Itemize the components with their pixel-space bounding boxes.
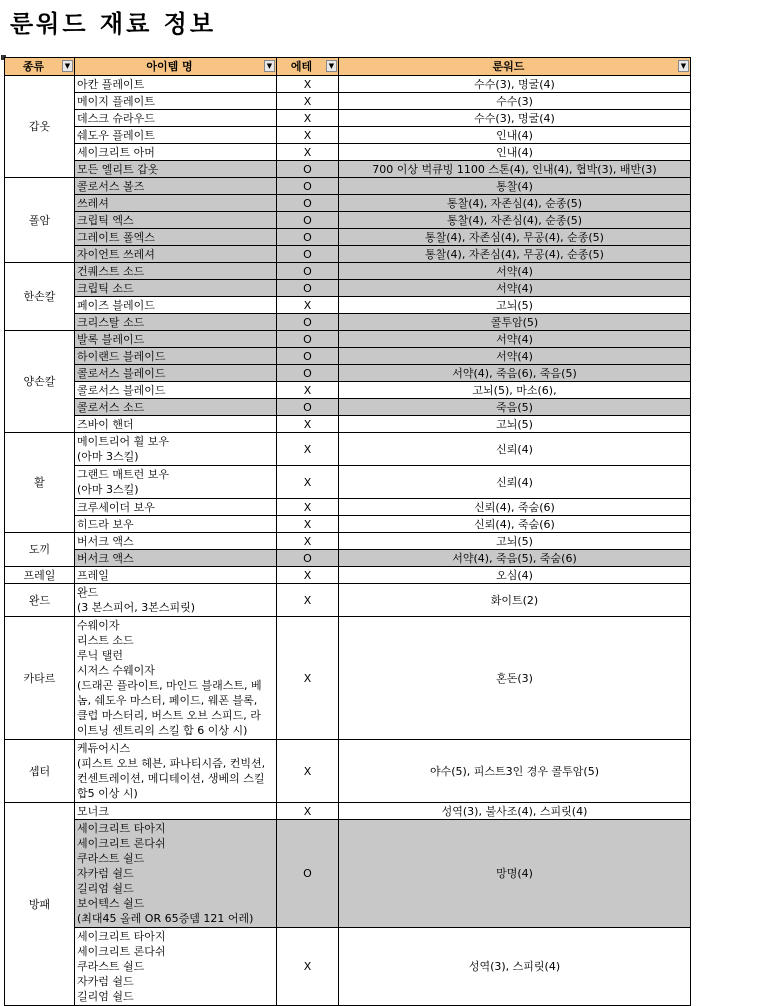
- item-name-cell: 완드 (3 본스피어, 3본스피릿): [75, 584, 277, 617]
- header-runeword-label: 룬워드: [492, 60, 525, 73]
- table-row: [5, 433, 691, 466]
- category-cell: 폴암: [5, 178, 75, 263]
- runeword-cell: 성역(3), 스피릿(4): [339, 928, 691, 1006]
- item-name-cell: 메이지 플레이트: [75, 93, 277, 110]
- table-row: [5, 740, 691, 803]
- runeword-cell: 서약(4), 죽음(5), 죽숨(6): [339, 550, 691, 567]
- runeword-cell: 700 이상 벅큐빙 1100 스톤(4), 인내(4), 협박(3), 배반(3): [339, 161, 691, 178]
- runeword-cell: 신뢰(4): [339, 433, 691, 466]
- item-name-cell: 하이랜드 블레이드: [75, 348, 277, 365]
- runeword-cell: 콜투암(5): [339, 314, 691, 331]
- category-cell: 방패: [5, 803, 75, 1006]
- header-item: [75, 58, 277, 76]
- item-name-cell: 세이크리트 아머: [75, 144, 277, 161]
- category-cell: 양손칼: [5, 331, 75, 433]
- ethereal-cell: X: [277, 382, 339, 399]
- table-row: [5, 331, 691, 348]
- table-row: [5, 399, 691, 416]
- ethereal-cell: X: [277, 144, 339, 161]
- ethereal-cell: O: [277, 280, 339, 297]
- table-body: [5, 76, 691, 1006]
- item-name-cell: 버서크 액스: [75, 533, 277, 550]
- table-row: [5, 567, 691, 584]
- item-name-cell: 건퀘스트 소드: [75, 263, 277, 280]
- item-name-cell: 세이크리트 타아지 세이크리트 론다쉬 쿠라스트 쉴드 자카럼 쉴드 길리엄 쉴드 보어텍스 쉴드 (최대45 올레 OR 65증뎀 121 어레): [75, 820, 277, 928]
- header-item-label: 아이템 명: [146, 60, 193, 73]
- ethereal-cell: O: [277, 399, 339, 416]
- item-name-cell: 히드라 보우: [75, 516, 277, 533]
- filter-dropdown-icon[interactable]: ▼: [678, 60, 689, 72]
- category-cell: 한손칼: [5, 263, 75, 331]
- table-row: [5, 499, 691, 516]
- item-name-cell: 크립틱 엑스: [75, 212, 277, 229]
- category-cell: 활: [5, 433, 75, 533]
- table-row: [5, 348, 691, 365]
- header-runeword: [339, 58, 691, 76]
- table-row: [5, 382, 691, 399]
- item-name-cell: 크루세이더 보우: [75, 499, 277, 516]
- filter-dropdown-icon[interactable]: ▼: [326, 60, 337, 72]
- ethereal-cell: O: [277, 178, 339, 195]
- ethereal-cell: X: [277, 416, 339, 433]
- runeword-cell: 통찰(4): [339, 178, 691, 195]
- category-cell: 갑옷: [5, 76, 75, 178]
- filter-dropdown-icon[interactable]: ▼: [62, 60, 73, 72]
- table-row: [5, 127, 691, 144]
- category-cell: 도끼: [5, 533, 75, 567]
- ethereal-cell: X: [277, 516, 339, 533]
- ethereal-cell: X: [277, 617, 339, 740]
- runeword-cell: 서약(4): [339, 348, 691, 365]
- table-row: [5, 229, 691, 246]
- runeword-cell: 수수(3), 명굴(4): [339, 76, 691, 93]
- ethereal-cell: O: [277, 365, 339, 382]
- ethereal-cell: X: [277, 533, 339, 550]
- runeword-cell: 통찰(4), 자존심(4), 순종(5): [339, 195, 691, 212]
- header-row: [5, 58, 691, 76]
- runeword-cell: 화이트(2): [339, 584, 691, 617]
- table-row: [5, 263, 691, 280]
- table-row: [5, 195, 691, 212]
- runeword-cell: 고뇌(5): [339, 297, 691, 314]
- item-name-cell: 발록 블레이드: [75, 331, 277, 348]
- table-row: [5, 803, 691, 820]
- item-name-cell: 자이언트 쓰레셔: [75, 246, 277, 263]
- table-row: [5, 533, 691, 550]
- table-row: [5, 466, 691, 499]
- item-name-cell: 프레일: [75, 567, 277, 584]
- header-type: [5, 58, 75, 76]
- item-name-cell: 세이크리트 타아지 세이크리트 론다쉬 쿠라스트 쉴드 자카럼 쉴드 길리엄 쉴드: [75, 928, 277, 1006]
- ethereal-cell: X: [277, 567, 339, 584]
- runeword-cell: 서약(4): [339, 263, 691, 280]
- item-name-cell: 콜로서스 볼즈: [75, 178, 277, 195]
- ethereal-cell: X: [277, 740, 339, 803]
- runeword-cell: 죽음(5): [339, 399, 691, 416]
- item-name-cell: 크립틱 소드: [75, 280, 277, 297]
- runeword-cell: 서약(4): [339, 280, 691, 297]
- item-name-cell: 버서크 액스: [75, 550, 277, 567]
- runeword-cell: 통찰(4), 자존심(4), 무공(4), 순종(5): [339, 229, 691, 246]
- runeword-cell: 신뢰(4), 죽숨(6): [339, 499, 691, 516]
- runeword-cell: 인내(4): [339, 127, 691, 144]
- runeword-cell: 수수(3): [339, 93, 691, 110]
- ethereal-cell: O: [277, 331, 339, 348]
- table-row: [5, 297, 691, 314]
- ethereal-cell: X: [277, 433, 339, 466]
- item-name-cell: 쉐도우 플레이트: [75, 127, 277, 144]
- item-name-cell: 모든 엘리트 갑옷: [75, 161, 277, 178]
- table-row: [5, 617, 691, 740]
- item-name-cell: 모너크: [75, 803, 277, 820]
- filter-dropdown-icon[interactable]: ▼: [264, 60, 275, 72]
- runeword-cell: 신뢰(4), 죽숨(6): [339, 516, 691, 533]
- ethereal-cell: X: [277, 928, 339, 1006]
- page-title: 룬워드 재료 정보: [10, 10, 216, 38]
- ethereal-cell: X: [277, 127, 339, 144]
- ethereal-cell: O: [277, 229, 339, 246]
- table-row: [5, 178, 691, 195]
- ethereal-cell: X: [277, 466, 339, 499]
- table-row: [5, 550, 691, 567]
- category-cell: 완드: [5, 584, 75, 617]
- ethereal-cell: X: [277, 584, 339, 617]
- ethereal-cell: O: [277, 550, 339, 567]
- table-row: [5, 820, 691, 928]
- item-name-cell: 콜로서스 소드: [75, 399, 277, 416]
- category-cell: 카타르: [5, 617, 75, 740]
- table-row: [5, 314, 691, 331]
- ethereal-cell: X: [277, 76, 339, 93]
- item-name-cell: 페이즈 블레이드: [75, 297, 277, 314]
- item-name-cell: 데스크 슈라우드: [75, 110, 277, 127]
- item-name-cell: 아칸 플레이트: [75, 76, 277, 93]
- item-name-cell: 그랜드 매트런 보우 (아마 3스킬): [75, 466, 277, 499]
- runeword-cell: 오심(4): [339, 567, 691, 584]
- table-row: [5, 416, 691, 433]
- table-row: [5, 212, 691, 229]
- table-row: [5, 246, 691, 263]
- ethereal-cell: X: [277, 803, 339, 820]
- runeword-cell: 통찰(4), 자존심(4), 무공(4), 순종(5): [339, 246, 691, 263]
- header-type-label: 종류: [22, 60, 45, 73]
- runeword-cell: 고뇌(5), 마소(6),: [339, 382, 691, 399]
- item-name-cell: 콜로서스 블레이드: [75, 365, 277, 382]
- ethereal-cell: O: [277, 161, 339, 178]
- runeword-cell: 고뇌(5): [339, 533, 691, 550]
- item-name-cell: 즈바이 핸더: [75, 416, 277, 433]
- ethereal-cell: O: [277, 212, 339, 229]
- table-row: [5, 584, 691, 617]
- header-ethereal: [277, 58, 339, 76]
- item-name-cell: 메이트리어 휠 보우 (아마 3스킬): [75, 433, 277, 466]
- item-name-cell: 쓰레셔: [75, 195, 277, 212]
- runeword-cell: 망명(4): [339, 820, 691, 928]
- table-row: [5, 76, 691, 93]
- runeword-cell: 고뇌(5): [339, 416, 691, 433]
- runeword-cell: 성역(3), 불사조(4), 스피릿(4): [339, 803, 691, 820]
- ethereal-cell: O: [277, 263, 339, 280]
- category-cell: 셉터: [5, 740, 75, 803]
- category-cell: 프레일: [5, 567, 75, 584]
- runeword-cell: 통찰(4), 자존심(4), 순종(5): [339, 212, 691, 229]
- ethereal-cell: O: [277, 820, 339, 928]
- runeword-table: [4, 57, 691, 1006]
- table-row: [5, 93, 691, 110]
- table-row: [5, 280, 691, 297]
- ethereal-cell: O: [277, 246, 339, 263]
- table-row: [5, 365, 691, 382]
- item-name-cell: 콜로서스 블레이드: [75, 382, 277, 399]
- runeword-cell: 인내(4): [339, 144, 691, 161]
- runeword-cell: 수수(3), 명굴(4): [339, 110, 691, 127]
- table-row: [5, 144, 691, 161]
- item-name-cell: 케듀어시스 (피스트 오브 헤븐, 파나티시즘, 컨빅션, 컨센트레이션, 메디테이션, 생베의 스킬 합5 이상 시): [75, 740, 277, 803]
- ethereal-cell: O: [277, 348, 339, 365]
- table-row: [5, 161, 691, 178]
- ethereal-cell: O: [277, 314, 339, 331]
- ethereal-cell: X: [277, 297, 339, 314]
- ethereal-cell: X: [277, 499, 339, 516]
- header-ethereal-label: 에테: [290, 60, 313, 73]
- table-row: [5, 516, 691, 533]
- item-name-cell: 그레이트 폴엑스: [75, 229, 277, 246]
- ethereal-cell: X: [277, 93, 339, 110]
- item-name-cell: 수웨이자 리스트 소드 루닉 탤런 시저스 수웨이자 (드래곤 플라이트, 마인드 블래스트, 베 놈, 쉐도우 마스터, 페이드, 웨폰 블록, 클럽 마스터리, 버스트 오브 스피드, 라 이트닝 센트리의 스킬 합 6 이상 시): [75, 617, 277, 740]
- runeword-cell: 혼돈(3): [339, 617, 691, 740]
- runeword-cell: 신뢰(4): [339, 466, 691, 499]
- runeword-cell: 서약(4), 죽음(6), 죽음(5): [339, 365, 691, 382]
- table-row: [5, 110, 691, 127]
- runeword-cell: 야수(5), 피스트3인 경우 콜투암(5): [339, 740, 691, 803]
- item-name-cell: 크리스탈 소드: [75, 314, 277, 331]
- ethereal-cell: X: [277, 110, 339, 127]
- runeword-cell: 서약(4): [339, 331, 691, 348]
- ethereal-cell: O: [277, 195, 339, 212]
